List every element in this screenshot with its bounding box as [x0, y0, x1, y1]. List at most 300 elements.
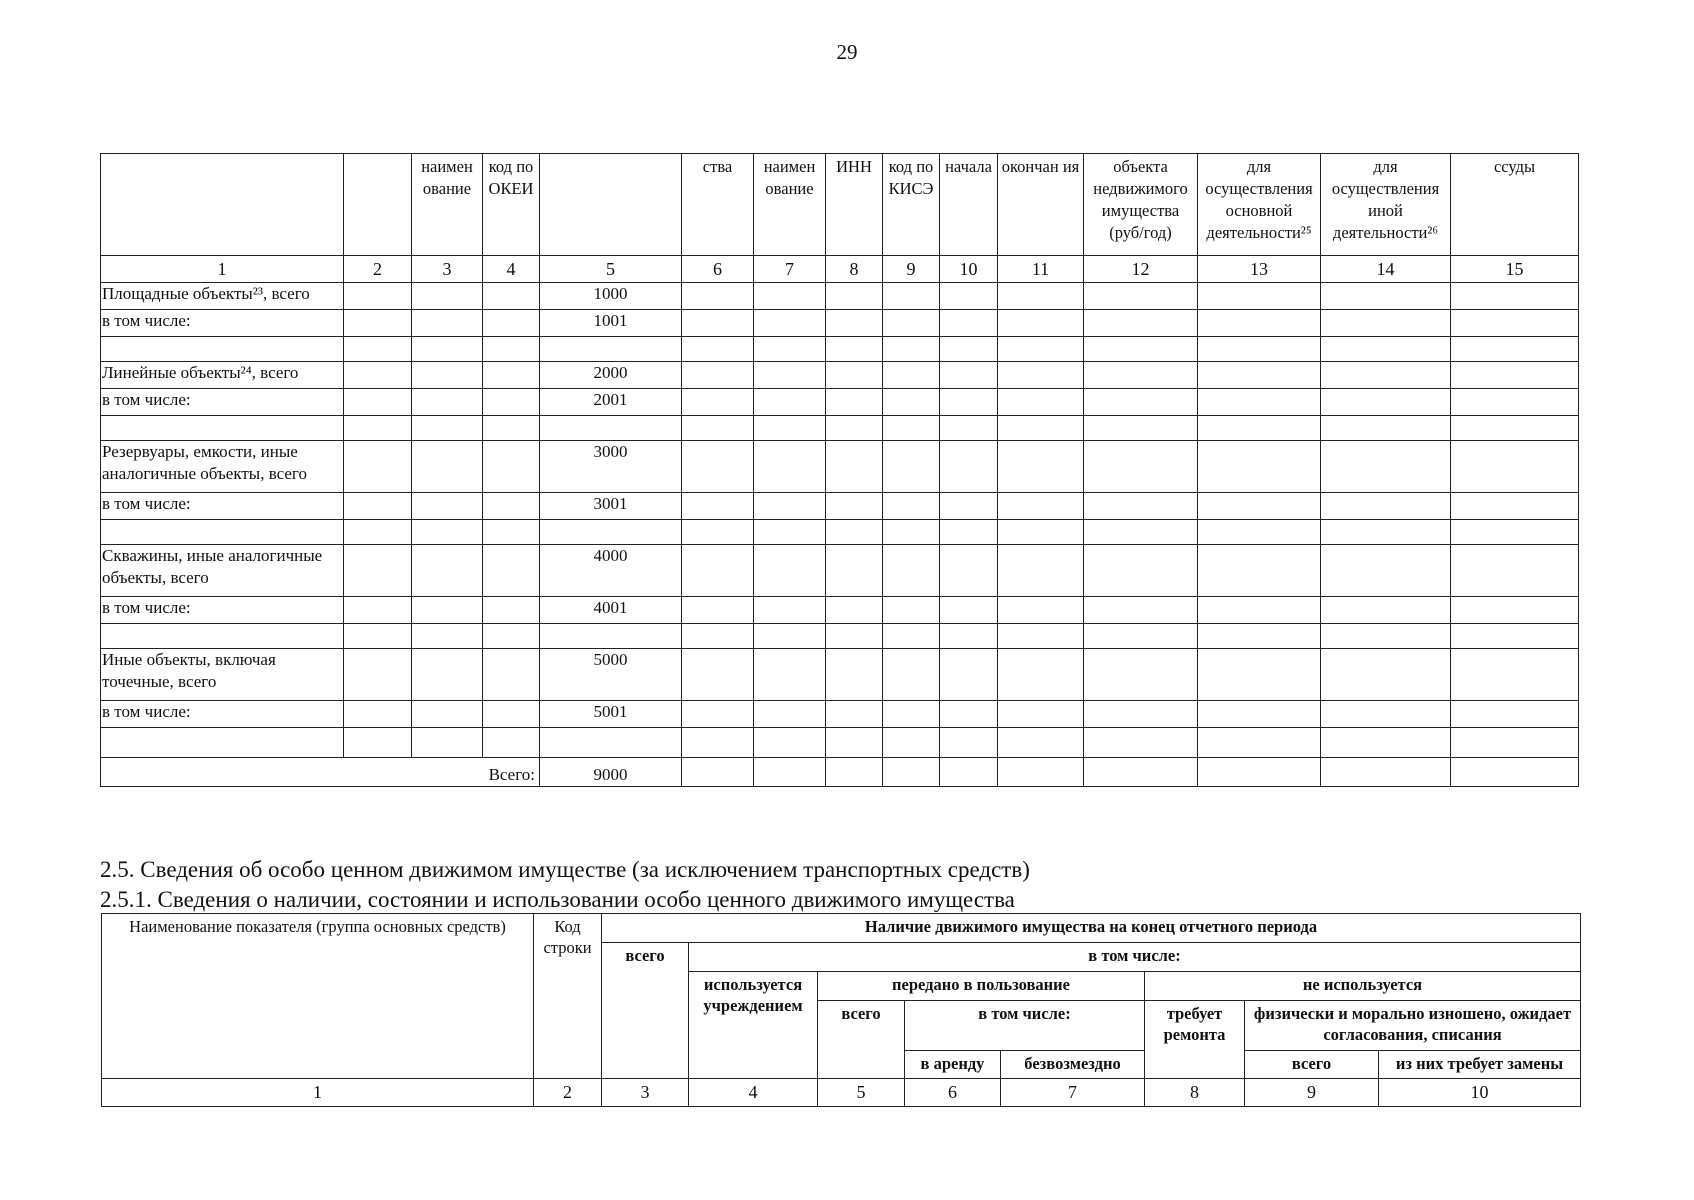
table-cell	[1198, 520, 1321, 545]
table-cell	[412, 493, 483, 520]
row-name: в том числе:	[101, 493, 344, 520]
table-cell	[1084, 310, 1198, 337]
table-cell	[940, 283, 998, 310]
table-row	[101, 337, 1579, 362]
transferred-header: передано в пользование	[818, 972, 1145, 1001]
table-cell	[1198, 389, 1321, 416]
table-cell	[1451, 649, 1579, 701]
table-cell	[1084, 362, 1198, 389]
column-number: 4	[483, 256, 540, 283]
table-cell	[1198, 624, 1321, 649]
table-cell	[682, 520, 754, 545]
row-code	[540, 337, 682, 362]
column-number: 13	[1198, 256, 1321, 283]
table-cell	[1084, 337, 1198, 362]
column-number: 8	[1145, 1079, 1245, 1107]
table-cell	[754, 701, 826, 728]
table-cell	[412, 520, 483, 545]
table-cell	[483, 362, 540, 389]
column-number: 6	[682, 256, 754, 283]
table-cell	[940, 728, 998, 758]
table-cell	[1084, 441, 1198, 493]
table-cell	[1321, 728, 1451, 758]
header-cell	[540, 154, 682, 256]
table-cell	[754, 493, 826, 520]
table-cell	[998, 493, 1084, 520]
table-cell	[412, 545, 483, 597]
table-cell	[344, 416, 412, 441]
table-cell	[1451, 520, 1579, 545]
table-cell	[1198, 545, 1321, 597]
header-cell: код по ОКЕИ	[483, 154, 540, 256]
table-cell	[1321, 283, 1451, 310]
table-cell	[826, 416, 883, 441]
table-cell	[1451, 701, 1579, 728]
section-heading-2-5-1: 2.5.1. Сведения о наличии, состоянии и использовании особо ценного движимого имущества	[100, 887, 1015, 912]
column-number: 12	[1084, 256, 1198, 283]
table-cell	[883, 389, 940, 416]
page-number: 29	[836, 40, 858, 64]
table-cell	[682, 283, 754, 310]
row-code: 4001	[540, 597, 682, 624]
table2-column-number-row	[102, 1079, 1581, 1107]
movable-property-table	[101, 913, 1581, 1107]
table-cell	[754, 597, 826, 624]
table-cell	[940, 545, 998, 597]
table-cell	[412, 624, 483, 649]
table-cell	[344, 283, 412, 310]
table-cell	[1198, 362, 1321, 389]
table-cell	[883, 493, 940, 520]
row-name	[101, 416, 344, 441]
header-cell: ИНН	[826, 154, 883, 256]
needs-repair-header: требует ремонта	[1145, 1001, 1245, 1079]
table-cell	[883, 441, 940, 493]
table-row	[101, 310, 1579, 337]
column-number: 11	[998, 256, 1084, 283]
table-cell	[412, 728, 483, 758]
table-cell	[940, 441, 998, 493]
table-cell	[1198, 758, 1321, 787]
table-cell	[826, 337, 883, 362]
table-cell	[754, 649, 826, 701]
table-cell	[826, 545, 883, 597]
table-cell	[682, 701, 754, 728]
table-cell	[1321, 649, 1451, 701]
table-row	[101, 520, 1579, 545]
table-cell	[1321, 389, 1451, 416]
table-cell	[412, 649, 483, 701]
table-cell	[1321, 416, 1451, 441]
table-cell	[682, 310, 754, 337]
table-cell	[826, 701, 883, 728]
table-cell	[1451, 362, 1579, 389]
table-cell	[940, 362, 998, 389]
real-estate-table	[100, 153, 1579, 787]
table-cell	[1321, 362, 1451, 389]
table-cell	[754, 758, 826, 787]
table-cell	[998, 624, 1084, 649]
table-cell	[998, 441, 1084, 493]
table-cell	[412, 283, 483, 310]
not-used-header: не используется	[1145, 972, 1581, 1001]
table-cell	[826, 728, 883, 758]
table-cell	[344, 649, 412, 701]
table-row	[101, 545, 1579, 597]
table-cell	[883, 597, 940, 624]
row-name: в том числе:	[101, 389, 344, 416]
table-cell	[826, 624, 883, 649]
column-number: 10	[1379, 1079, 1581, 1107]
row-name: Резервуары, емкости, иные аналогичные объекты, всего	[101, 441, 344, 493]
table-cell	[826, 283, 883, 310]
table-cell	[1321, 337, 1451, 362]
header-cell: ссуды	[1451, 154, 1579, 256]
table-row	[101, 416, 1579, 441]
table-cell	[1451, 416, 1579, 441]
table-cell	[344, 310, 412, 337]
table-cell	[940, 649, 998, 701]
table-cell	[412, 441, 483, 493]
table-cell	[826, 493, 883, 520]
table-cell	[344, 545, 412, 597]
table-cell	[682, 545, 754, 597]
table-cell	[1321, 310, 1451, 337]
table-cell	[483, 624, 540, 649]
table-cell	[682, 441, 754, 493]
table-cell	[940, 493, 998, 520]
row-code: 3000	[540, 441, 682, 493]
column-number: 3	[602, 1079, 689, 1107]
table-cell	[883, 310, 940, 337]
row-name: Скважины, иные аналогичные объекты, всего	[101, 545, 344, 597]
table-cell	[344, 362, 412, 389]
table-cell	[1451, 758, 1579, 787]
table-cell	[1321, 758, 1451, 787]
table-cell	[883, 701, 940, 728]
table-cell	[1084, 545, 1198, 597]
table-cell	[826, 310, 883, 337]
row-name	[101, 337, 344, 362]
table-cell	[1198, 493, 1321, 520]
table-cell	[883, 337, 940, 362]
table-cell	[1321, 520, 1451, 545]
table-cell	[1084, 758, 1198, 787]
table-cell	[344, 493, 412, 520]
table-cell	[1084, 624, 1198, 649]
table-cell	[754, 624, 826, 649]
total-code: 9000	[540, 758, 682, 787]
table-cell	[1451, 624, 1579, 649]
row-code: 2000	[540, 362, 682, 389]
table-cell	[1084, 389, 1198, 416]
table-cell	[940, 758, 998, 787]
row-code: 4000	[540, 545, 682, 597]
column-number: 14	[1321, 256, 1451, 283]
header-cell: окончан ия	[998, 154, 1084, 256]
table-cell	[940, 416, 998, 441]
row-name: в том числе:	[101, 701, 344, 728]
table-row	[101, 389, 1579, 416]
column-number: 2	[344, 256, 412, 283]
table-cell	[344, 624, 412, 649]
table-cell	[1084, 283, 1198, 310]
table-cell	[998, 416, 1084, 441]
table-cell	[883, 624, 940, 649]
table-cell	[483, 649, 540, 701]
table-cell	[826, 758, 883, 787]
including-header: в том числе:	[689, 943, 1581, 972]
table-cell	[344, 441, 412, 493]
table-cell	[1084, 520, 1198, 545]
table-cell	[483, 441, 540, 493]
table-cell	[1198, 728, 1321, 758]
column-number: 7	[754, 256, 826, 283]
column-number: 7	[1001, 1079, 1145, 1107]
table-cell	[754, 389, 826, 416]
table-cell	[998, 310, 1084, 337]
table-cell	[998, 758, 1084, 787]
table-cell	[998, 389, 1084, 416]
table-cell	[826, 597, 883, 624]
table-cell	[412, 701, 483, 728]
table-cell	[682, 493, 754, 520]
table-cell	[1451, 597, 1579, 624]
column-number: 1	[102, 1079, 534, 1107]
table-cell	[754, 441, 826, 493]
table-cell	[682, 649, 754, 701]
table-cell	[1198, 597, 1321, 624]
table-cell	[754, 337, 826, 362]
transferred-total-header: всего	[818, 1001, 905, 1079]
row-code: 1000	[540, 283, 682, 310]
table-cell	[344, 389, 412, 416]
needs-replacement-header: из них требует замены	[1379, 1051, 1581, 1079]
used-header: используется учреждением	[689, 972, 818, 1079]
table-cell	[826, 389, 883, 416]
row-code	[540, 728, 682, 758]
table-cell	[754, 416, 826, 441]
column-number: 9	[883, 256, 940, 283]
indicator-name-header: Наименование показателя (группа основных средств)	[102, 914, 534, 1079]
table-row	[101, 362, 1579, 389]
table-row	[101, 728, 1579, 758]
table-cell	[754, 520, 826, 545]
section-heading-2-5: 2.5. Сведения об особо ценном движимом имуществе (за исключением транспортных средств)	[100, 857, 1030, 882]
row-code: 3001	[540, 493, 682, 520]
header-cell: объекта недвижимого имущества (руб/год)	[1084, 154, 1198, 256]
worn-out-header: физически и морально изношено, ожидает согласования, списания	[1245, 1001, 1581, 1051]
table-cell	[1198, 701, 1321, 728]
table-cell	[1451, 728, 1579, 758]
table-cell	[754, 310, 826, 337]
table-cell	[998, 597, 1084, 624]
table-cell	[826, 362, 883, 389]
table-cell	[412, 362, 483, 389]
table-cell	[940, 310, 998, 337]
column-number: 9	[1245, 1079, 1379, 1107]
table-cell	[883, 362, 940, 389]
row-name: Линейные объекты²⁴, всего	[101, 362, 344, 389]
table-cell	[1321, 624, 1451, 649]
table-cell	[883, 283, 940, 310]
table-cell	[883, 758, 940, 787]
column-number: 5	[818, 1079, 905, 1107]
table-cell	[1084, 416, 1198, 441]
table-cell	[1198, 649, 1321, 701]
row-name: в том числе:	[101, 597, 344, 624]
table1-body	[101, 283, 1579, 758]
row-code: 2001	[540, 389, 682, 416]
table-cell	[412, 389, 483, 416]
availability-header: Наличие движимого имущества на конец отчетного периода	[602, 914, 1581, 943]
row-code: 5000	[540, 649, 682, 701]
free-use-header: безвозмездно	[1001, 1051, 1145, 1079]
table-cell	[1084, 728, 1198, 758]
column-number: 2	[534, 1079, 602, 1107]
table-cell	[998, 337, 1084, 362]
table-cell	[754, 728, 826, 758]
table-cell	[682, 389, 754, 416]
table-cell	[682, 337, 754, 362]
header-cell: ства	[682, 154, 754, 256]
table-cell	[483, 520, 540, 545]
table-row	[101, 493, 1579, 520]
table-cell	[1321, 545, 1451, 597]
table-cell	[883, 416, 940, 441]
header-cell: код по КИСЭ	[883, 154, 940, 256]
table-cell	[1321, 441, 1451, 493]
header-cell	[344, 154, 412, 256]
row-code	[540, 416, 682, 441]
table-cell	[826, 520, 883, 545]
column-number: 4	[689, 1079, 818, 1107]
table-cell	[1451, 441, 1579, 493]
table-cell	[1451, 493, 1579, 520]
table-cell	[826, 649, 883, 701]
table-row	[101, 649, 1579, 701]
table-cell	[940, 337, 998, 362]
row-code-header: Код строки	[534, 914, 602, 1079]
row-name: в том числе:	[101, 310, 344, 337]
table-cell	[998, 649, 1084, 701]
table-cell	[412, 310, 483, 337]
table-cell	[1198, 416, 1321, 441]
table-cell	[344, 728, 412, 758]
table-cell	[682, 728, 754, 758]
table-cell	[344, 520, 412, 545]
table-cell	[940, 624, 998, 649]
transferred-including-header: в том числе:	[905, 1001, 1145, 1051]
column-number: 5	[540, 256, 682, 283]
row-code	[540, 624, 682, 649]
table-row	[101, 701, 1579, 728]
table-cell	[1451, 337, 1579, 362]
table-row	[101, 597, 1579, 624]
row-name: Иные объекты, включая точечные, всего	[101, 649, 344, 701]
column-number: 10	[940, 256, 998, 283]
table-cell	[1321, 701, 1451, 728]
row-code	[540, 520, 682, 545]
header-cell: начала	[940, 154, 998, 256]
table-cell	[1198, 441, 1321, 493]
table-cell	[483, 493, 540, 520]
table-cell	[998, 520, 1084, 545]
column-number: 15	[1451, 256, 1579, 283]
header-cell: для осуществления основной деятельности²⁵	[1198, 154, 1321, 256]
row-name	[101, 728, 344, 758]
row-name	[101, 520, 344, 545]
table-row	[101, 283, 1579, 310]
table-cell	[344, 701, 412, 728]
table-cell	[1321, 597, 1451, 624]
table-cell	[826, 441, 883, 493]
header-cell: наимен ование	[754, 154, 826, 256]
total-header: всего	[602, 943, 689, 1079]
row-name	[101, 624, 344, 649]
table-cell	[682, 758, 754, 787]
table-cell	[682, 416, 754, 441]
table-cell	[998, 728, 1084, 758]
table1-total-row	[101, 758, 1579, 787]
rent-header: в аренду	[905, 1051, 1001, 1079]
table-cell	[998, 701, 1084, 728]
table-cell	[1084, 701, 1198, 728]
table-cell	[940, 701, 998, 728]
table-cell	[483, 337, 540, 362]
table-cell	[998, 362, 1084, 389]
table-row	[101, 441, 1579, 493]
column-number: 8	[826, 256, 883, 283]
table-cell	[883, 649, 940, 701]
table-cell	[483, 728, 540, 758]
table-cell	[998, 283, 1084, 310]
table-cell	[1321, 493, 1451, 520]
table-cell	[1198, 283, 1321, 310]
table1-column-number-row	[101, 256, 1579, 283]
table-cell	[1084, 649, 1198, 701]
row-code: 1001	[540, 310, 682, 337]
table-cell	[1451, 283, 1579, 310]
column-number: 6	[905, 1079, 1001, 1107]
table-cell	[344, 597, 412, 624]
table-cell	[998, 545, 1084, 597]
table-cell	[682, 362, 754, 389]
table-cell	[754, 545, 826, 597]
header-cell	[101, 154, 344, 256]
table-cell	[412, 337, 483, 362]
table-cell	[412, 597, 483, 624]
table-cell	[754, 362, 826, 389]
header-cell: наимен ование	[412, 154, 483, 256]
table-cell	[940, 389, 998, 416]
table-cell	[883, 728, 940, 758]
table1-header-row	[101, 154, 1579, 256]
table-cell	[754, 283, 826, 310]
table-cell	[682, 624, 754, 649]
worn-total-header: всего	[1245, 1051, 1379, 1079]
table-cell	[344, 337, 412, 362]
table-cell	[483, 701, 540, 728]
table-cell	[1451, 389, 1579, 416]
column-number: 3	[412, 256, 483, 283]
table-row	[101, 624, 1579, 649]
table-cell	[483, 597, 540, 624]
row-code: 5001	[540, 701, 682, 728]
table-cell	[1084, 597, 1198, 624]
table-cell	[483, 283, 540, 310]
row-name: Площадные объекты²³, всего	[101, 283, 344, 310]
